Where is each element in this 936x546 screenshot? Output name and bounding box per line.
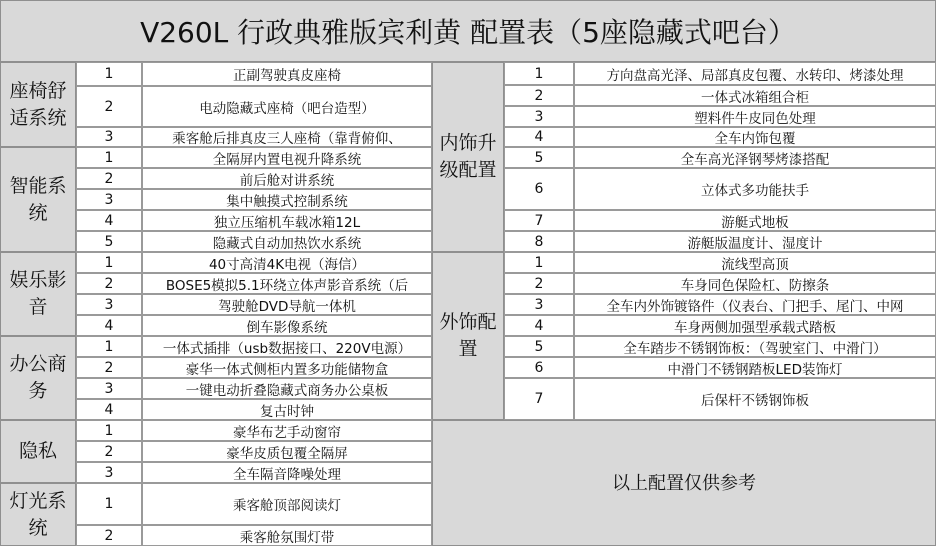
item-text: 流线型高顶 <box>574 252 936 273</box>
item-number: 3 <box>504 294 574 315</box>
item-number: 2 <box>76 168 142 189</box>
item-number: 1 <box>76 252 142 273</box>
item-text: 车身两侧加强型承载式踏板 <box>574 315 936 336</box>
item-number: 4 <box>76 210 142 231</box>
item-text: 复古时钟 <box>142 399 432 420</box>
item-text: 乘客舱氛围灯带 <box>142 525 432 546</box>
item-number: 5 <box>76 231 142 252</box>
item-text: 豪华皮质包覆全隔屏 <box>142 441 432 462</box>
item-text: 乘客舱后排真皮三人座椅（靠背俯仰、 <box>142 127 432 147</box>
section-label: 办公商务 <box>0 336 76 420</box>
item-number: 1 <box>76 483 142 525</box>
item-number: 2 <box>76 525 142 546</box>
item-text: 40寸高清4K电视（海信） <box>142 252 432 273</box>
item-text: 全车内外饰镀铬件（仪表台、门把手、尾门、中网 <box>574 294 936 315</box>
item-text: 独立压缩机车载冰箱12L <box>142 210 432 231</box>
item-number: 2 <box>76 357 142 378</box>
section-label: 外饰配置 <box>432 252 504 420</box>
item-number: 3 <box>76 378 142 399</box>
sheet-title: V260L 行政典雅版宾利黄 配置表（5座隐藏式吧台） <box>0 0 936 62</box>
item-text: 一体式冰箱组合柜 <box>574 85 936 106</box>
item-number: 1 <box>76 62 142 86</box>
item-text: 乘客舱顶部阅读灯 <box>142 483 432 525</box>
item-number: 7 <box>504 378 574 420</box>
item-text: 集中触摸式控制系统 <box>142 189 432 210</box>
item-number: 4 <box>504 315 574 336</box>
item-text: 一体式插排（usb数据接口、220V电源） <box>142 336 432 357</box>
item-text: 全车内饰包覆 <box>574 127 936 147</box>
item-number: 4 <box>76 399 142 420</box>
item-number: 4 <box>504 127 574 147</box>
item-number: 4 <box>76 315 142 336</box>
section-label: 座椅舒适系统 <box>0 62 76 147</box>
item-number: 2 <box>504 85 574 106</box>
item-text: 前后舱对讲系统 <box>142 168 432 189</box>
item-text: 正副驾驶真皮座椅 <box>142 62 432 86</box>
item-number: 5 <box>504 147 574 168</box>
item-text: 倒车影像系统 <box>142 315 432 336</box>
item-number: 1 <box>504 62 574 85</box>
item-text: 隐藏式自动加热饮水系统 <box>142 231 432 252</box>
item-text: 全车高光泽钢琴烤漆搭配 <box>574 147 936 168</box>
item-text: BOSE5模拟5.1环绕立体声影音系统（后 <box>142 273 432 294</box>
item-number: 5 <box>504 336 574 357</box>
item-text: 全车隔音降噪处理 <box>142 462 432 483</box>
item-text: 游艇式地板 <box>574 210 936 231</box>
item-text: 中滑门不锈钢踏板LED装饰灯 <box>574 357 936 378</box>
item-text: 后保杆不锈钢饰板 <box>574 378 936 420</box>
item-text: 塑料件牛皮同色处理 <box>574 106 936 127</box>
item-text: 游艇版温度计、湿度计 <box>574 231 936 252</box>
item-text: 电动隐藏式座椅（吧台造型） <box>142 86 432 127</box>
item-number: 6 <box>504 168 574 210</box>
item-number: 3 <box>76 462 142 483</box>
section-label: 娱乐影音 <box>0 252 76 336</box>
item-number: 1 <box>76 147 142 168</box>
item-text: 车身同色保险杠、防擦条 <box>574 273 936 294</box>
item-text: 豪华一体式侧柜内置多功能储物盒 <box>142 357 432 378</box>
item-number: 1 <box>504 252 574 273</box>
item-text: 驾驶舱DVD导航一体机 <box>142 294 432 315</box>
item-text: 豪华布艺手动窗帘 <box>142 420 432 441</box>
item-number: 1 <box>76 336 142 357</box>
item-number: 3 <box>76 294 142 315</box>
item-number: 2 <box>76 86 142 127</box>
section-label: 灯光系统 <box>0 483 76 546</box>
item-number: 2 <box>504 273 574 294</box>
item-text: 一键电动折叠隐藏式商务办公桌板 <box>142 378 432 399</box>
section-label: 内饰升级配置 <box>432 62 504 252</box>
item-text: 方向盘高光泽、局部真皮包覆、水转印、烤漆处理 <box>574 62 936 85</box>
section-label: 智能系统 <box>0 147 76 252</box>
item-number: 3 <box>76 189 142 210</box>
item-number: 3 <box>504 106 574 127</box>
item-text: 全车踏步不锈钢饰板：（驾驶室门、中滑门） <box>574 336 936 357</box>
section-label: 隐私 <box>0 420 76 483</box>
item-number: 6 <box>504 357 574 378</box>
item-number: 1 <box>76 420 142 441</box>
item-number: 2 <box>76 273 142 294</box>
item-text: 立体式多功能扶手 <box>574 168 936 210</box>
item-number: 2 <box>76 441 142 462</box>
item-number: 8 <box>504 231 574 252</box>
item-text: 全隔屏内置电视升降系统 <box>142 147 432 168</box>
item-number: 3 <box>76 127 142 147</box>
item-number: 7 <box>504 210 574 231</box>
reference-note: 以上配置仅供参考 <box>432 420 936 546</box>
